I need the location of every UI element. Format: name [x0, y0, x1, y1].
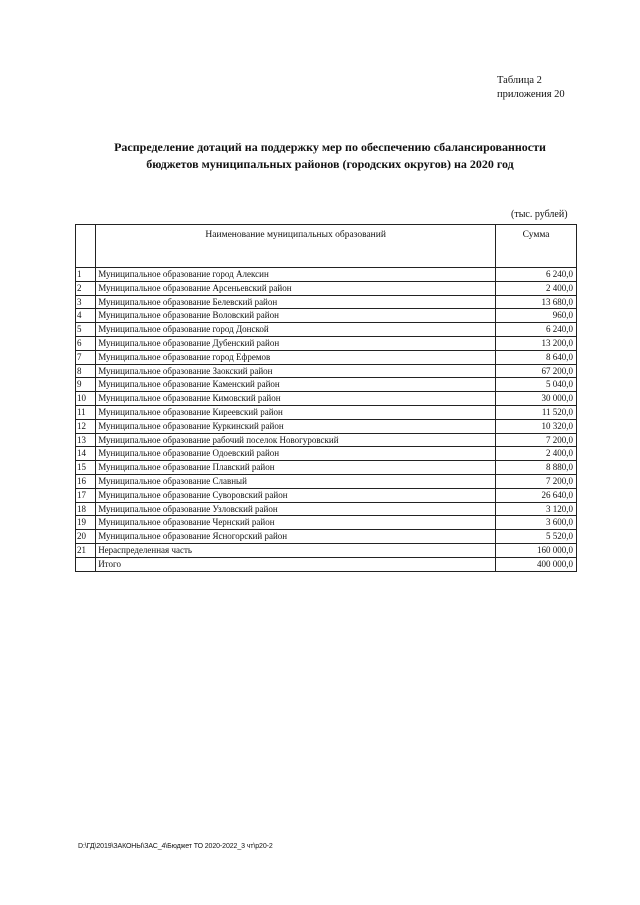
- table-header-row: [76, 225, 577, 268]
- row-number-cell: 6: [76, 336, 96, 350]
- table-row: [76, 405, 577, 419]
- row-sum-cell: 7 200,0: [496, 474, 577, 488]
- row-sum-cell: 8 880,0: [496, 461, 577, 475]
- table-row: [76, 502, 577, 516]
- row-sum-cell: 67 200,0: [496, 364, 577, 378]
- row-sum-cell: 7 200,0: [496, 433, 577, 447]
- row-name-cell: Муниципальное образование Ясногорский район: [96, 530, 496, 544]
- row-name-cell: Муниципальное образование город Донской: [96, 323, 496, 337]
- row-name-cell: Муниципальное образование Куркинский район: [96, 419, 496, 433]
- row-number-cell: 5: [76, 323, 96, 337]
- header-number-cell: [76, 225, 96, 268]
- row-number-cell: 12: [76, 419, 96, 433]
- row-number-cell: 1: [76, 268, 96, 282]
- row-name-cell: Муниципальное образование Кимовский район: [96, 392, 496, 406]
- row-number-cell: 4: [76, 309, 96, 323]
- document-title-line1: Распределение дотаций на поддержку мер по обеспечению сбалансированности: [114, 140, 546, 154]
- row-number-cell: 16: [76, 474, 96, 488]
- header-name-cell: Наименование муниципальных образований: [96, 225, 496, 268]
- row-number-cell: 15: [76, 461, 96, 475]
- row-sum-cell: 13 680,0: [496, 295, 577, 309]
- row-sum-cell: 960,0: [496, 309, 577, 323]
- table-row: [76, 350, 577, 364]
- table-row: [76, 323, 577, 337]
- header-sum-cell: Сумма: [496, 225, 577, 268]
- row-name-cell: Муниципальное образование Арсеньевский район: [96, 281, 496, 295]
- row-name-cell: Муниципальное образование Одоевский район: [96, 447, 496, 461]
- row-sum-cell: 2 400,0: [496, 281, 577, 295]
- row-sum-cell: 3 120,0: [496, 502, 577, 516]
- row-name-cell: Муниципальное образование Белевский район: [96, 295, 496, 309]
- row-name-cell: Муниципальное образование Заокский район: [96, 364, 496, 378]
- subsidy-table: [75, 224, 577, 572]
- row-name-cell: Муниципальное образование рабочий поселок Новогуровский: [96, 433, 496, 447]
- row-sum-cell: 13 200,0: [496, 336, 577, 350]
- table-row: [76, 364, 577, 378]
- row-name-cell: Муниципальное образование Славный: [96, 474, 496, 488]
- row-name-cell: Муниципальное образование Дубенский район: [96, 336, 496, 350]
- units-label: (тыс. рублей): [511, 209, 568, 220]
- row-number-cell: 17: [76, 488, 96, 502]
- row-number-cell: 3: [76, 295, 96, 309]
- table-row: [76, 461, 577, 475]
- row-number-cell: 21: [76, 543, 96, 557]
- row-name-cell: Муниципальное образование Каменский район: [96, 378, 496, 392]
- row-sum-cell: 3 600,0: [496, 516, 577, 530]
- row-sum-cell: 26 640,0: [496, 488, 577, 502]
- table-row: [76, 295, 577, 309]
- table-row: [76, 392, 577, 406]
- document-title: [60, 139, 600, 173]
- row-number-cell: 8: [76, 364, 96, 378]
- table-row: [76, 268, 577, 282]
- row-number-cell: 10: [76, 392, 96, 406]
- row-sum-cell: 2 400,0: [496, 447, 577, 461]
- table-reference-line1: Таблица 2: [497, 75, 542, 86]
- row-sum-cell: 11 520,0: [496, 405, 577, 419]
- row-name-cell: Муниципальное образование Плавский район: [96, 461, 496, 475]
- row-number-cell: 9: [76, 378, 96, 392]
- row-number-cell: 19: [76, 516, 96, 530]
- row-number-cell: 2: [76, 281, 96, 295]
- document-title-line2: бюджетов муниципальных районов (городских округов) на 2020 год: [146, 157, 514, 171]
- row-number-cell: 20: [76, 530, 96, 544]
- table-row: [76, 378, 577, 392]
- table-row: [76, 474, 577, 488]
- row-name-cell: Муниципальное образование Воловский район: [96, 309, 496, 323]
- row-sum-cell: 30 000,0: [496, 392, 577, 406]
- total-sum-cell: 400 000,0: [496, 557, 577, 571]
- row-number-cell: 11: [76, 405, 96, 419]
- table-row: [76, 336, 577, 350]
- row-sum-cell: 5 040,0: [496, 378, 577, 392]
- table-row: [76, 530, 577, 544]
- table-row: [76, 447, 577, 461]
- row-number-cell: 14: [76, 447, 96, 461]
- table-row: [76, 543, 577, 557]
- table-body: [76, 268, 577, 558]
- row-sum-cell: 8 640,0: [496, 350, 577, 364]
- table-row: [76, 309, 577, 323]
- row-name-cell: Муниципальное образование Узловский район: [96, 502, 496, 516]
- row-name-cell: Нераспределенная часть: [96, 543, 496, 557]
- row-number-cell: 18: [76, 502, 96, 516]
- table-row: [76, 516, 577, 530]
- row-name-cell: Муниципальное образование Суворовский район: [96, 488, 496, 502]
- row-sum-cell: 10 320,0: [496, 419, 577, 433]
- table-row: [76, 488, 577, 502]
- row-sum-cell: 160 000,0: [496, 543, 577, 557]
- row-name-cell: Муниципальное образование город Алексин: [96, 268, 496, 282]
- row-sum-cell: 6 240,0: [496, 268, 577, 282]
- row-name-cell: Муниципальное образование город Ефремов: [96, 350, 496, 364]
- row-name-cell: Муниципальное образование Киреевский район: [96, 405, 496, 419]
- row-sum-cell: 5 520,0: [496, 530, 577, 544]
- file-path-footer: D:\ГД\2019\ЗАКОНЫ\ЗАС_4\Бюджет ТО 2020-2022_3 чт\p20-2: [78, 843, 273, 850]
- row-name-cell: Муниципальное образование Чернский район: [96, 516, 496, 530]
- table-reference: [497, 74, 565, 102]
- total-row: [76, 557, 577, 571]
- table-reference-line2: приложения 20: [497, 89, 565, 100]
- row-number-cell: 7: [76, 350, 96, 364]
- table-row: [76, 281, 577, 295]
- row-number-cell: 13: [76, 433, 96, 447]
- row-sum-cell: 6 240,0: [496, 323, 577, 337]
- total-number-cell: [76, 557, 96, 571]
- table-row: [76, 419, 577, 433]
- total-label-cell: Итого: [96, 557, 496, 571]
- table-row: [76, 433, 577, 447]
